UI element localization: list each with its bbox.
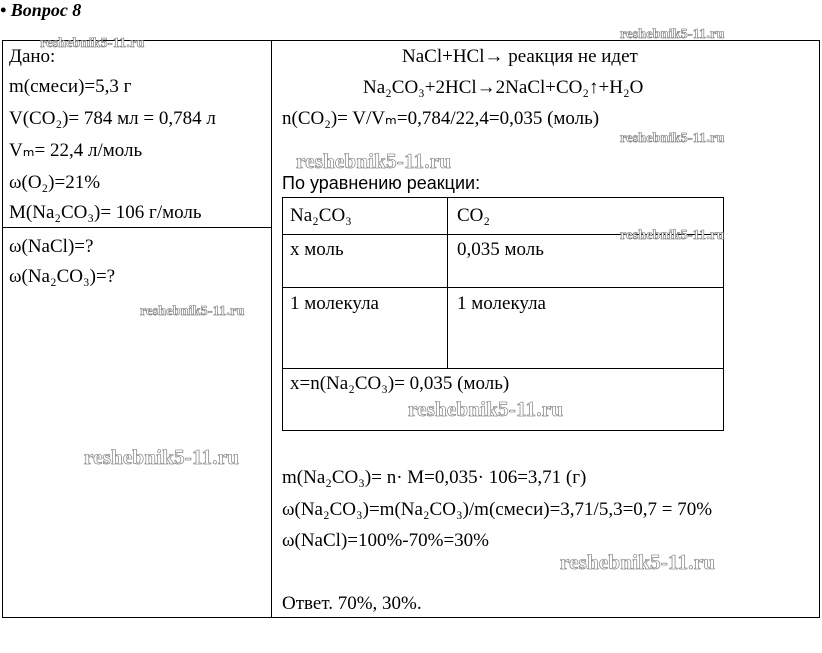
question-title: • Вопрос 8: [0, 0, 82, 20]
watermark: reshebnik5-11.ru: [620, 131, 725, 146]
table-bottom-border: [2, 617, 820, 618]
mass-na2co3-calculation: m(Na₂CO₃)= n· M=0,035· 106=3,71 (г): [282, 467, 587, 488]
find-omega-na2co3: ω(Na₂CO₃)=?: [9, 266, 116, 287]
ratio-row1-na2co3: x моль: [290, 239, 344, 260]
watermark: reshebnik5-11.ru: [620, 27, 725, 42]
watermark: reshebnik5-11.ru: [140, 304, 245, 319]
watermark: reshebnik5-11.ru: [296, 149, 452, 173]
given-find-divider: [2, 227, 272, 228]
given-volume-co2: V(CO₂)= 784 мл = 0,784 л: [9, 108, 216, 129]
by-equation-label: По уравнению реакции:: [282, 173, 481, 193]
ratio-table-row-divider: [282, 287, 724, 288]
answer-line: Ответ. 70%, 30%.: [282, 593, 422, 614]
ratio-header-co2: CO₂: [457, 205, 491, 226]
watermark: reshebnik5-11.ru: [560, 550, 716, 574]
watermark: reshebnik5-11.ru: [620, 228, 725, 243]
omega-na2co3-calculation: ω(Na₂CO₃)=m(Na₂CO₃)/m(смеси)=3,71/5,3=0,7 = 70%: [282, 499, 713, 520]
given-omega-o2: ω(O₂)=21%: [9, 172, 101, 193]
table-left-border: [2, 40, 3, 618]
watermark: reshebnik5-11.ru: [84, 445, 240, 469]
ratio-row1-co2: 0,035 моль: [457, 239, 544, 260]
given-header: Дано:: [9, 46, 56, 67]
reaction-na2co3-hcl: Na₂CO₃+2HCl→2NaCl+CO₂↑+H₂O: [363, 77, 644, 98]
ratio-header-na2co3: Na₂CO₃: [290, 205, 352, 226]
given-molar-mass: M(Na₂CO₃)= 106 г/моль: [9, 202, 202, 223]
given-vm: Vₘ= 22,4 л/моль: [9, 140, 143, 161]
watermark: reshebnik5-11.ru: [408, 397, 564, 421]
column-divider: [271, 40, 272, 618]
ratio-table-column-divider: [447, 197, 448, 369]
find-omega-nacl: ω(NaCl)=?: [9, 236, 94, 257]
omega-nacl-calculation: ω(NaCl)=100%-70%=30%: [282, 530, 490, 551]
ratio-row2-na2co3: 1 молекула: [290, 293, 379, 314]
table-right-border: [819, 40, 820, 618]
watermark: reshebnik5-11.ru: [40, 36, 145, 51]
n-co2-calculation: n(CO₂)= V/Vₘ=0,784/22,4=0,035 (моль): [282, 108, 600, 129]
ratio-row2-co2: 1 молекула: [457, 293, 546, 314]
reaction-nacl-hcl: NaCl+HCl→ реакция не идет: [402, 46, 638, 67]
ratio-table-footer-divider: [282, 368, 724, 369]
given-mass-mix: m(смеси)=5,3 г: [9, 76, 132, 97]
ratio-footer-result: x=n(Na₂CO₃)= 0,035 (моль): [290, 373, 510, 394]
